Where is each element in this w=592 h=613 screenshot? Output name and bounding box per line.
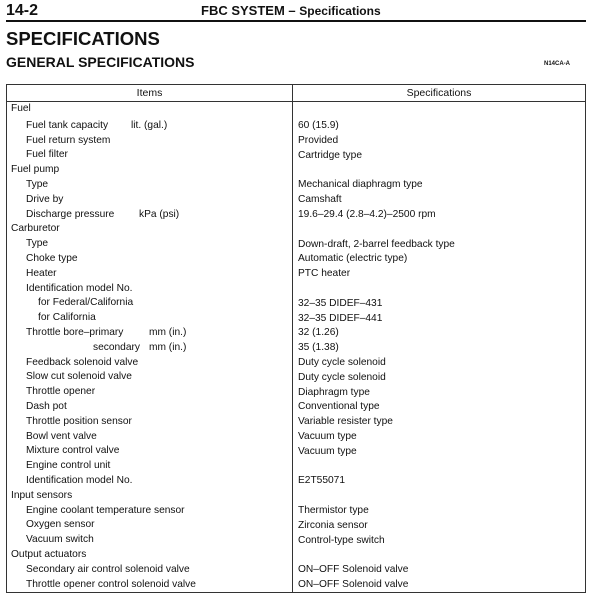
item-cell	[7, 341, 293, 356]
page-number: 14-2	[6, 2, 39, 19]
item-label: Fuel tank capacity	[26, 119, 109, 131]
spec-table	[6, 84, 586, 593]
item-cell	[7, 415, 293, 430]
item-cell	[7, 134, 293, 149]
table-row	[7, 578, 586, 593]
item-label: Throttle position sensor	[26, 415, 132, 427]
item-label: Fuel return system	[26, 134, 111, 146]
spec-cell: Thermistor type	[293, 504, 586, 519]
item-label: secondary	[93, 341, 141, 353]
table-row	[7, 134, 586, 149]
spec-cell: Vacuum type	[293, 430, 586, 445]
spec-cell	[293, 282, 586, 297]
items-column-header: Items	[7, 85, 293, 102]
spec-cell: Camshaft	[293, 193, 586, 208]
spec-cell: Cartridge type	[293, 148, 586, 163]
spec-cell: Vacuum type	[293, 444, 586, 459]
item-cell	[7, 563, 293, 578]
item-cell	[7, 400, 293, 415]
item-cell	[7, 326, 293, 341]
item-cell	[7, 533, 293, 548]
spec-cell: Automatic (electric type)	[293, 252, 586, 267]
item-cell	[7, 518, 293, 533]
item-cell	[7, 296, 293, 311]
item-label: for California	[38, 312, 96, 324]
table-row	[7, 563, 586, 578]
spec-cell	[293, 489, 586, 504]
table-row	[7, 459, 586, 474]
table-row	[7, 222, 586, 237]
system-name: FBC SYSTEM	[201, 3, 285, 18]
item-label: Carburetor	[11, 223, 60, 235]
specs-column-header: Specifications	[293, 85, 586, 102]
item-label: Discharge pressure	[26, 208, 115, 220]
item-cell	[7, 489, 293, 504]
item-label: for Federal/California	[38, 297, 134, 309]
item-label: Type	[26, 178, 49, 190]
item-cell	[7, 237, 293, 252]
spec-cell: Variable resister type	[293, 415, 586, 430]
item-unit: lit. (gal.)	[131, 119, 168, 131]
table-row	[7, 208, 586, 223]
spec-cell: 32–35 DIDEF–431	[293, 296, 586, 311]
table-row	[7, 148, 586, 163]
table-row	[7, 237, 586, 252]
spec-cell: Mechanical diaphragm type	[293, 178, 586, 193]
header-rule	[6, 20, 586, 22]
spec-cell: Zirconia sensor	[293, 518, 586, 533]
spec-cell: Provided	[293, 134, 586, 149]
item-label: Heater	[26, 267, 57, 279]
table-row	[7, 370, 586, 385]
table-row	[7, 385, 586, 400]
item-label: Fuel pump	[11, 164, 60, 176]
item-label: Mixture control valve	[26, 445, 120, 457]
spec-cell: E2T55071	[293, 474, 586, 489]
item-cell	[7, 311, 293, 326]
item-cell	[7, 102, 293, 119]
table-row	[7, 163, 586, 178]
item-unit: mm (in.)	[149, 341, 187, 353]
item-label: Secondary air control solenoid valve	[26, 563, 190, 575]
item-cell	[7, 356, 293, 371]
item-cell	[7, 267, 293, 282]
spec-cell: 60 (15.9)	[293, 119, 586, 134]
item-cell	[7, 548, 293, 563]
item-label: Throttle opener	[26, 386, 96, 398]
spec-cell: 32–35 DIDEF–441	[293, 311, 586, 326]
spec-cell: 19.6–29.4 (2.8–4.2)–2500 rpm	[293, 208, 586, 223]
table-row	[7, 518, 586, 533]
item-cell	[7, 148, 293, 163]
table-row	[7, 102, 586, 119]
spec-cell	[293, 548, 586, 563]
item-cell	[7, 459, 293, 474]
table-row	[7, 193, 586, 208]
spec-cell: Duty cycle solenoid	[293, 370, 586, 385]
spec-cell: 32 (1.26)	[293, 326, 586, 341]
item-cell	[7, 370, 293, 385]
item-unit: kPa (psi)	[139, 208, 180, 220]
item-label: Choke type	[26, 252, 78, 264]
item-label: Identification model No.	[26, 474, 133, 486]
spec-cell: Duty cycle solenoid	[293, 356, 586, 371]
spec-cell	[293, 102, 586, 119]
table-row	[7, 178, 586, 193]
table-row	[7, 282, 586, 297]
table-row	[7, 548, 586, 563]
spec-cell	[293, 163, 586, 178]
section-code: N14CA-A	[544, 61, 571, 67]
table-row	[7, 326, 586, 341]
page-title: SPECIFICATIONS	[6, 28, 160, 49]
item-label: Throttle opener control solenoid valve	[26, 578, 196, 590]
item-cell	[7, 578, 293, 593]
item-label: Drive by	[26, 193, 64, 205]
spec-cell	[293, 459, 586, 474]
item-label: Input sensors	[11, 489, 73, 501]
item-cell	[7, 208, 293, 223]
item-label: Output actuators	[11, 548, 87, 560]
spec-cell: PTC heater	[293, 267, 586, 282]
item-cell	[7, 444, 293, 459]
table-row	[7, 430, 586, 445]
item-cell	[7, 119, 293, 134]
table-row	[7, 311, 586, 326]
spec-cell: 35 (1.38)	[293, 341, 586, 356]
table-row	[7, 533, 586, 548]
item-cell	[7, 252, 293, 267]
item-unit: mm (in.)	[149, 326, 187, 338]
spec-cell: ON–OFF Solenoid valve	[293, 578, 586, 593]
table-body	[7, 102, 586, 593]
table-row	[7, 474, 586, 489]
section-name: Specifications	[299, 4, 381, 18]
table-row	[7, 415, 586, 430]
item-cell	[7, 385, 293, 400]
item-label: Throttle bore–primary	[26, 326, 124, 338]
item-label: Feedback solenoid valve	[26, 356, 139, 368]
table-row	[7, 444, 586, 459]
table-row	[7, 341, 586, 356]
table-row	[7, 119, 586, 134]
table-row	[7, 296, 586, 311]
item-label: Identification model No.	[26, 282, 133, 294]
table-row	[7, 504, 586, 519]
item-label: Engine control unit	[26, 460, 111, 472]
item-label: Fuel filter	[26, 149, 68, 161]
item-label: Fuel	[11, 103, 31, 114]
spec-cell: Diaphragm type	[293, 385, 586, 400]
item-label: Engine coolant temperature sensor	[26, 504, 185, 516]
item-label: Dash pot	[26, 400, 67, 412]
item-cell	[7, 222, 293, 237]
item-cell	[7, 163, 293, 178]
item-cell	[7, 282, 293, 297]
spec-cell: Conventional type	[293, 400, 586, 415]
item-cell	[7, 504, 293, 519]
spec-cell: Down-draft, 2-barrel feedback type	[293, 237, 586, 252]
table-row	[7, 489, 586, 504]
item-label: Oxygen sensor	[26, 519, 95, 531]
title-separator: –	[288, 3, 296, 18]
item-label: Type	[26, 238, 49, 250]
item-label: Bowl vent valve	[26, 430, 97, 442]
table-row	[7, 356, 586, 371]
table-row	[7, 400, 586, 415]
running-title	[201, 2, 381, 20]
item-cell	[7, 430, 293, 445]
item-label: Slow cut solenoid valve	[26, 371, 132, 383]
spec-cell: Control-type switch	[293, 533, 586, 548]
spec-cell: ON–OFF Solenoid valve	[293, 563, 586, 578]
section-title: GENERAL SPECIFICATIONS	[6, 54, 195, 70]
table-header-row	[7, 85, 586, 102]
item-label: Vacuum switch	[26, 534, 94, 546]
spec-cell	[293, 222, 586, 237]
item-cell	[7, 178, 293, 193]
item-cell	[7, 193, 293, 208]
item-cell	[7, 474, 293, 489]
table-row	[7, 267, 586, 282]
table-row	[7, 252, 586, 267]
page-header	[6, 2, 586, 19]
